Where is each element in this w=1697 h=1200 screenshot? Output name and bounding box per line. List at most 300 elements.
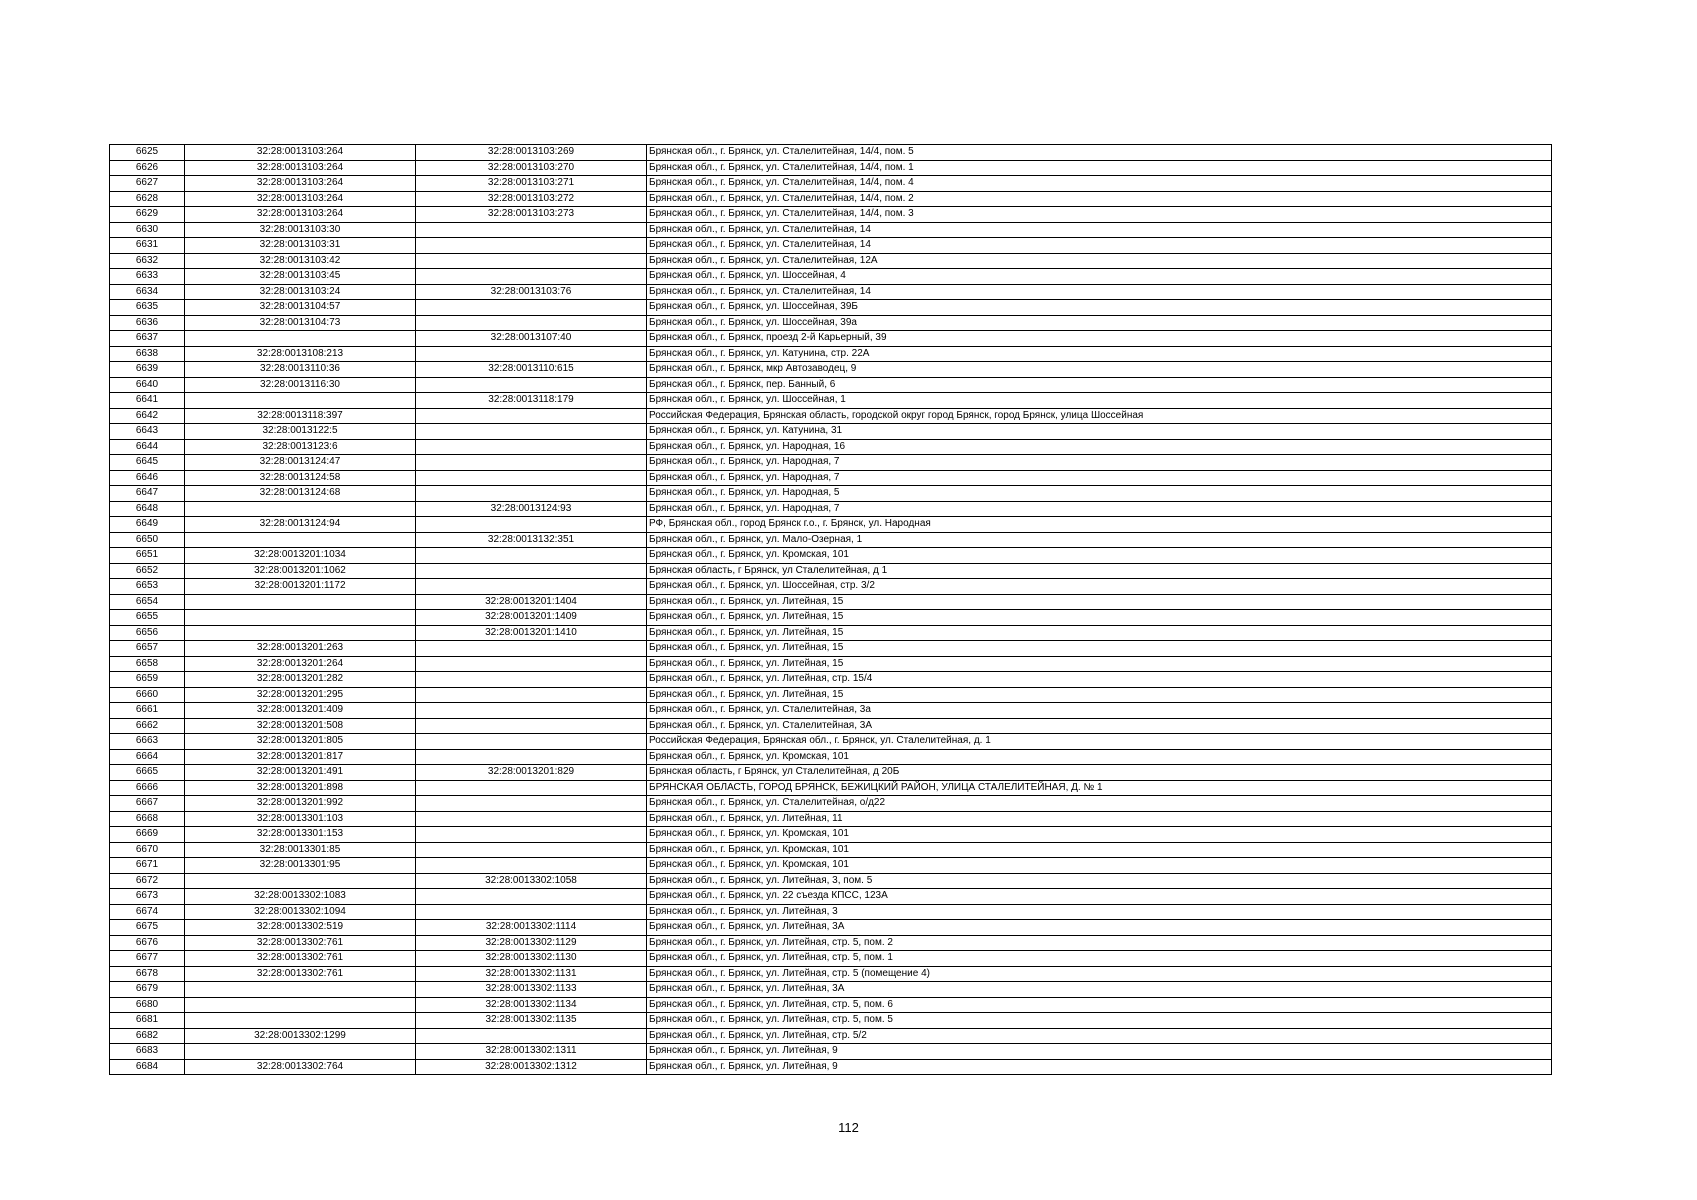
row-number: 6669 xyxy=(110,827,185,843)
cadastral-number-parcel: 32:28:0013103:42 xyxy=(185,253,416,269)
cadastral-number-parcel xyxy=(185,610,416,626)
cadastral-number-parcel xyxy=(185,393,416,409)
address-cell: Брянская обл., г. Брянск, ул. Литейная, 15 xyxy=(647,656,1552,672)
table-row xyxy=(110,501,1552,517)
cadastral-number-object xyxy=(416,687,647,703)
row-number: 6666 xyxy=(110,780,185,796)
cadastral-number-object xyxy=(416,703,647,719)
row-number: 6665 xyxy=(110,765,185,781)
row-number: 6684 xyxy=(110,1059,185,1075)
cadastral-number-parcel: 32:28:0013201:491 xyxy=(185,765,416,781)
table-row xyxy=(110,563,1552,579)
row-number: 6652 xyxy=(110,563,185,579)
address-cell: Брянская обл., г. Брянск, ул. Народная, 7 xyxy=(647,501,1552,517)
cadastral-number-parcel: 32:28:0013201:263 xyxy=(185,641,416,657)
row-number: 6677 xyxy=(110,951,185,967)
table-row xyxy=(110,300,1552,316)
address-cell: Брянская обл., г. Брянск, ул. Кромская, 101 xyxy=(647,858,1552,874)
table-row xyxy=(110,238,1552,254)
table-row xyxy=(110,966,1552,982)
address-cell: Брянская обл., г. Брянск, ул. Литейная, стр. 5, пом. 2 xyxy=(647,935,1552,951)
cadastral-number-object xyxy=(416,238,647,254)
row-number: 6658 xyxy=(110,656,185,672)
cadastral-number-object xyxy=(416,424,647,440)
cadastral-number-parcel: 32:28:0013110:36 xyxy=(185,362,416,378)
address-cell: Брянская обл., г. Брянск, ул. 22 съезда КПСС, 123А xyxy=(647,889,1552,905)
row-number: 6650 xyxy=(110,532,185,548)
table-row xyxy=(110,207,1552,223)
cadastral-number-object xyxy=(416,315,647,331)
row-number: 6682 xyxy=(110,1028,185,1044)
address-cell: Брянская обл., г. Брянск, ул. Сталелитейная, о/д22 xyxy=(647,796,1552,812)
table-row xyxy=(110,703,1552,719)
address-cell: Брянская обл., г. Брянск, ул. Мало-Озерная, 1 xyxy=(647,532,1552,548)
table-row xyxy=(110,796,1552,812)
table-row xyxy=(110,811,1552,827)
cadastral-number-parcel: 32:28:0013103:45 xyxy=(185,269,416,285)
table-row xyxy=(110,331,1552,347)
row-number: 6679 xyxy=(110,982,185,998)
address-cell: Брянская обл., г. Брянск, ул. Литейная, 15 xyxy=(647,625,1552,641)
cadastral-number-parcel: 32:28:0013103:30 xyxy=(185,222,416,238)
row-number: 6648 xyxy=(110,501,185,517)
row-number: 6675 xyxy=(110,920,185,936)
cadastral-number-object: 32:28:0013302:1133 xyxy=(416,982,647,998)
row-number: 6637 xyxy=(110,331,185,347)
address-cell: Брянская обл., г. Брянск, ул. Литейная, стр. 5, пом. 6 xyxy=(647,997,1552,1013)
table-row xyxy=(110,920,1552,936)
address-cell: Брянская обл., г. Брянск, ул. Литейная, 3А xyxy=(647,982,1552,998)
address-cell: Брянская обл., г. Брянск, ул. Кромская, 101 xyxy=(647,842,1552,858)
address-cell: Брянская обл., г. Брянск, ул. Народная, 7 xyxy=(647,455,1552,471)
address-cell: Брянская обл., г. Брянск, ул. Сталелитейная, 14/4, пом. 3 xyxy=(647,207,1552,223)
table-row xyxy=(110,1044,1552,1060)
address-cell: Брянская обл., г. Брянск, ул. Литейная, 15 xyxy=(647,610,1552,626)
address-cell: Брянская обл., г. Брянск, ул. Сталелитейная, 14/4, пом. 5 xyxy=(647,145,1552,161)
row-number: 6671 xyxy=(110,858,185,874)
cadastral-number-object xyxy=(416,889,647,905)
table-row xyxy=(110,687,1552,703)
cadastral-number-parcel: 32:28:0013201:898 xyxy=(185,780,416,796)
table-row xyxy=(110,889,1552,905)
row-number: 6674 xyxy=(110,904,185,920)
row-number: 6632 xyxy=(110,253,185,269)
row-number: 6660 xyxy=(110,687,185,703)
cadastral-number-parcel: 32:28:0013201:1172 xyxy=(185,579,416,595)
table-row xyxy=(110,408,1552,424)
cadastral-number-parcel: 32:28:0013302:1299 xyxy=(185,1028,416,1044)
cadastral-number-object xyxy=(416,780,647,796)
cadastral-number-object xyxy=(416,222,647,238)
table-row xyxy=(110,594,1552,610)
address-cell: Брянская обл., г. Брянск, ул. Литейная, стр. 5, пом. 1 xyxy=(647,951,1552,967)
address-cell: Брянская обл., г. Брянск, ул. Литейная, 9 xyxy=(647,1059,1552,1075)
cadastral-number-parcel xyxy=(185,1013,416,1029)
address-cell: Брянская обл., г. Брянск, ул. Шоссейная, 4 xyxy=(647,269,1552,285)
address-cell: Брянская обл., г. Брянск, проезд 2-й Карьерный, 39 xyxy=(647,331,1552,347)
row-number: 6640 xyxy=(110,377,185,393)
cadastral-number-object xyxy=(416,377,647,393)
cadastral-number-object xyxy=(416,269,647,285)
address-cell: Брянская обл., г. Брянск, мкр Автозаводец, 9 xyxy=(647,362,1552,378)
table-row xyxy=(110,982,1552,998)
address-cell: Брянская обл., г. Брянск, пер. Банный, 6 xyxy=(647,377,1552,393)
table-row xyxy=(110,455,1552,471)
cadastral-number-object xyxy=(416,439,647,455)
cadastral-number-parcel xyxy=(185,594,416,610)
table-row xyxy=(110,842,1552,858)
row-number: 6642 xyxy=(110,408,185,424)
row-number: 6625 xyxy=(110,145,185,161)
row-number: 6626 xyxy=(110,160,185,176)
cadastral-number-object xyxy=(416,346,647,362)
table-row xyxy=(110,951,1552,967)
row-number: 6657 xyxy=(110,641,185,657)
cadastral-number-object: 32:28:0013103:272 xyxy=(416,191,647,207)
cadastral-number-object: 32:28:0013103:271 xyxy=(416,176,647,192)
cadastral-number-parcel: 32:28:0013301:85 xyxy=(185,842,416,858)
cadastral-number-object xyxy=(416,470,647,486)
table-row xyxy=(110,253,1552,269)
cadastral-number-parcel: 32:28:0013302:519 xyxy=(185,920,416,936)
cadastral-number-parcel: 32:28:0013201:992 xyxy=(185,796,416,812)
address-cell: Брянская обл., г. Брянск, ул. Литейная, стр. 15/4 xyxy=(647,672,1552,688)
address-cell: Брянская обл., г. Брянск, ул. Сталелитейная, 12А xyxy=(647,253,1552,269)
table-row xyxy=(110,1028,1552,1044)
cadastral-number-object xyxy=(416,718,647,734)
table-body xyxy=(110,145,1552,1075)
table-row xyxy=(110,718,1552,734)
row-number: 6683 xyxy=(110,1044,185,1060)
table-row xyxy=(110,625,1552,641)
row-number: 6628 xyxy=(110,191,185,207)
cadastral-number-object: 32:28:0013201:1410 xyxy=(416,625,647,641)
address-cell: Брянская обл., г. Брянск, ул. Литейная, 15 xyxy=(647,687,1552,703)
address-cell: Брянская обл., г. Брянск, ул. Литейная, стр. 5/2 xyxy=(647,1028,1552,1044)
cadastral-number-object xyxy=(416,827,647,843)
row-number: 6676 xyxy=(110,935,185,951)
address-cell: Брянская обл., г. Брянск, ул. Сталелитейная, 14/4, пом. 2 xyxy=(647,191,1552,207)
table-row xyxy=(110,1059,1552,1075)
address-cell: Брянская обл., г. Брянск, ул. Литейная, 3А xyxy=(647,920,1552,936)
address-cell: Брянская обл., г. Брянск, ул. Народная, 7 xyxy=(647,470,1552,486)
address-cell: Брянская обл., г. Брянск, ул. Шоссейная, 39Б xyxy=(647,300,1552,316)
cadastral-number-parcel: 32:28:0013201:282 xyxy=(185,672,416,688)
address-cell: Брянская обл., г. Брянск, ул. Шоссейная, 1 xyxy=(647,393,1552,409)
row-number: 6649 xyxy=(110,517,185,533)
cadastral-number-object xyxy=(416,563,647,579)
row-number: 6678 xyxy=(110,966,185,982)
table-row xyxy=(110,176,1552,192)
cadastral-number-parcel: 32:28:0013118:397 xyxy=(185,408,416,424)
address-cell: Брянская обл., г. Брянск, ул. Кромская, 101 xyxy=(647,749,1552,765)
table-row xyxy=(110,904,1552,920)
table-row xyxy=(110,873,1552,889)
address-cell: Брянская обл., г. Брянск, ул. Шоссейная, 39а xyxy=(647,315,1552,331)
cadastral-number-parcel: 32:28:0013301:153 xyxy=(185,827,416,843)
table-row xyxy=(110,532,1552,548)
table-row xyxy=(110,827,1552,843)
address-cell: Брянская обл., г. Брянск, ул. Литейная, 3 xyxy=(647,904,1552,920)
cadastral-number-parcel: 32:28:0013301:103 xyxy=(185,811,416,827)
row-number: 6629 xyxy=(110,207,185,223)
cadastral-number-object xyxy=(416,842,647,858)
table-row xyxy=(110,749,1552,765)
row-number: 6670 xyxy=(110,842,185,858)
address-cell: Брянская обл., г. Брянск, ул. Сталелитейная, 3А xyxy=(647,718,1552,734)
row-number: 6663 xyxy=(110,734,185,750)
table-row xyxy=(110,486,1552,502)
cadastral-number-object xyxy=(416,904,647,920)
page-number: 112 xyxy=(838,1120,859,1135)
cadastral-number-parcel: 32:28:0013201:264 xyxy=(185,656,416,672)
row-number: 6647 xyxy=(110,486,185,502)
address-cell: Российская Федерация, Брянская область, городской округ город Брянск, город Брянск, улица Шоссейная xyxy=(647,408,1552,424)
cadastral-number-object xyxy=(416,455,647,471)
cadastral-number-object xyxy=(416,548,647,564)
address-cell: Брянская обл., г. Брянск, ул. Кромская, 101 xyxy=(647,827,1552,843)
address-cell: Брянская обл., г. Брянск, ул. Народная, 5 xyxy=(647,486,1552,502)
table-row xyxy=(110,284,1552,300)
cadastral-number-parcel: 32:28:0013302:1083 xyxy=(185,889,416,905)
address-cell: Брянская обл., г. Брянск, ул. Литейная, 3, пом. 5 xyxy=(647,873,1552,889)
row-number: 6641 xyxy=(110,393,185,409)
cadastral-number-object xyxy=(416,517,647,533)
table-row xyxy=(110,191,1552,207)
address-cell: Брянская обл., г. Брянск, ул. Литейная, 15 xyxy=(647,594,1552,610)
cadastral-number-object: 32:28:0013201:1404 xyxy=(416,594,647,610)
cadastral-number-object xyxy=(416,579,647,595)
cadastral-number-parcel xyxy=(185,873,416,889)
cadastral-number-object xyxy=(416,734,647,750)
cadastral-number-parcel: 32:28:0013201:409 xyxy=(185,703,416,719)
address-cell: Брянская обл., г. Брянск, ул. Катунина, 31 xyxy=(647,424,1552,440)
cadastral-number-object: 32:28:0013124:93 xyxy=(416,501,647,517)
cadastral-number-object: 32:28:0013302:1135 xyxy=(416,1013,647,1029)
row-number: 6630 xyxy=(110,222,185,238)
cadastral-number-object: 32:28:0013132:351 xyxy=(416,532,647,548)
cadastral-number-object: 32:28:0013302:1114 xyxy=(416,920,647,936)
row-number: 6654 xyxy=(110,594,185,610)
address-cell: Брянская обл., г. Брянск, ул. Сталелитейная, 14 xyxy=(647,284,1552,300)
cadastral-number-object: 32:28:0013118:179 xyxy=(416,393,647,409)
table-row xyxy=(110,222,1552,238)
table-row xyxy=(110,517,1552,533)
cadastral-number-parcel: 32:28:0013201:817 xyxy=(185,749,416,765)
table-row xyxy=(110,362,1552,378)
cadastral-number-parcel: 32:28:0013116:30 xyxy=(185,377,416,393)
row-number: 6645 xyxy=(110,455,185,471)
row-number: 6635 xyxy=(110,300,185,316)
cadastral-number-parcel xyxy=(185,997,416,1013)
row-number: 6681 xyxy=(110,1013,185,1029)
address-cell: Брянская обл., г. Брянск, ул. Сталелитейная, 14/4, пом. 4 xyxy=(647,176,1552,192)
cadastral-number-parcel: 32:28:0013124:47 xyxy=(185,455,416,471)
cadastral-number-object xyxy=(416,749,647,765)
row-number: 6667 xyxy=(110,796,185,812)
row-number: 6656 xyxy=(110,625,185,641)
cadastral-number-object: 32:28:0013302:1131 xyxy=(416,966,647,982)
cadastral-number-object: 32:28:0013302:1312 xyxy=(416,1059,647,1075)
cadastral-number-object: 32:28:0013201:829 xyxy=(416,765,647,781)
cadastral-number-parcel: 32:28:0013103:24 xyxy=(185,284,416,300)
cadastral-number-object: 32:28:0013103:269 xyxy=(416,145,647,161)
cadastral-number-parcel: 32:28:0013108:213 xyxy=(185,346,416,362)
row-number: 6644 xyxy=(110,439,185,455)
cadastral-number-object xyxy=(416,1028,647,1044)
cadastral-number-parcel: 32:28:0013103:264 xyxy=(185,191,416,207)
cadastral-number-parcel: 32:28:0013302:761 xyxy=(185,935,416,951)
cadastral-number-object xyxy=(416,796,647,812)
table-row xyxy=(110,424,1552,440)
row-number: 6639 xyxy=(110,362,185,378)
row-number: 6655 xyxy=(110,610,185,626)
row-number: 6673 xyxy=(110,889,185,905)
table-row xyxy=(110,672,1552,688)
cadastral-number-parcel: 32:28:0013301:95 xyxy=(185,858,416,874)
cadastral-number-parcel: 32:28:0013103:31 xyxy=(185,238,416,254)
cadastral-number-parcel: 32:28:0013201:1062 xyxy=(185,563,416,579)
cadastral-number-object: 32:28:0013302:1130 xyxy=(416,951,647,967)
cadastral-number-parcel: 32:28:0013302:761 xyxy=(185,966,416,982)
address-cell: Брянская обл., г. Брянск, ул. Кромская, 101 xyxy=(647,548,1552,564)
address-cell: БРЯНСКАЯ ОБЛАСТЬ, ГОРОД БРЯНСК, БЕЖИЦКИЙ РАЙОН, УЛИЦА СТАЛЕЛИТЕЙНАЯ, Д. № 1 xyxy=(647,780,1552,796)
cadastral-number-parcel xyxy=(185,625,416,641)
cadastral-number-parcel xyxy=(185,982,416,998)
table-row xyxy=(110,579,1552,595)
table-row xyxy=(110,393,1552,409)
address-cell: Брянская область, г Брянск, ул Сталелитейная, д 1 xyxy=(647,563,1552,579)
address-cell: Брянская обл., г. Брянск, ул. Литейная, 11 xyxy=(647,811,1552,827)
cadastral-number-object: 32:28:0013302:1058 xyxy=(416,873,647,889)
row-number: 6643 xyxy=(110,424,185,440)
cadastral-number-parcel: 32:28:0013302:761 xyxy=(185,951,416,967)
cadastral-number-parcel: 32:28:0013103:264 xyxy=(185,207,416,223)
address-cell: Российская Федерация, Брянская обл., г. Брянск, ул. Сталелитейная, д. 1 xyxy=(647,734,1552,750)
table-row xyxy=(110,610,1552,626)
cadastral-number-object: 32:28:0013302:1311 xyxy=(416,1044,647,1060)
table-row xyxy=(110,858,1552,874)
table-row xyxy=(110,470,1552,486)
row-number: 6633 xyxy=(110,269,185,285)
row-number: 6659 xyxy=(110,672,185,688)
cadastral-number-parcel xyxy=(185,532,416,548)
cadastral-number-parcel: 32:28:0013201:295 xyxy=(185,687,416,703)
table-row xyxy=(110,641,1552,657)
row-number: 6636 xyxy=(110,315,185,331)
address-cell: Брянская обл., г. Брянск, ул. Литейная, 15 xyxy=(647,641,1552,657)
table-row xyxy=(110,1013,1552,1029)
cadastral-number-object: 32:28:0013302:1134 xyxy=(416,997,647,1013)
cadastral-number-parcel: 32:28:0013124:58 xyxy=(185,470,416,486)
cadastral-number-parcel: 32:28:0013124:94 xyxy=(185,517,416,533)
cadastral-number-object: 32:28:0013103:273 xyxy=(416,207,647,223)
address-cell: Брянская область, г Брянск, ул Сталелитейная, д 20Б xyxy=(647,765,1552,781)
row-number: 6653 xyxy=(110,579,185,595)
cadastral-number-object xyxy=(416,486,647,502)
cadastral-number-parcel: 32:28:0013103:264 xyxy=(185,160,416,176)
address-cell: Брянская обл., г. Брянск, ул. Литейная, 9 xyxy=(647,1044,1552,1060)
table-row xyxy=(110,656,1552,672)
cadastral-number-object: 32:28:0013103:76 xyxy=(416,284,647,300)
cadastral-number-parcel: 32:28:0013201:508 xyxy=(185,718,416,734)
address-cell: Брянская обл., г. Брянск, ул. Катунина, стр. 22А xyxy=(647,346,1552,362)
cadastral-number-parcel: 32:28:0013124:68 xyxy=(185,486,416,502)
cadastral-number-object xyxy=(416,408,647,424)
row-number: 6662 xyxy=(110,718,185,734)
row-number: 6631 xyxy=(110,238,185,254)
cadastral-number-parcel: 32:28:0013103:264 xyxy=(185,145,416,161)
table-row xyxy=(110,765,1552,781)
address-cell: Брянская обл., г. Брянск, ул. Шоссейная, стр. 3/2 xyxy=(647,579,1552,595)
cadastral-number-parcel: 32:28:0013201:1034 xyxy=(185,548,416,564)
cadastral-number-object: 32:28:0013201:1409 xyxy=(416,610,647,626)
cadastral-number-object xyxy=(416,253,647,269)
address-cell: Брянская обл., г. Брянск, ул. Сталелитейная, 14/4, пом. 1 xyxy=(647,160,1552,176)
cadastral-number-parcel: 32:28:0013103:264 xyxy=(185,176,416,192)
table-row xyxy=(110,548,1552,564)
row-number: 6672 xyxy=(110,873,185,889)
cadastral-number-parcel: 32:28:0013104:57 xyxy=(185,300,416,316)
cadastral-number-parcel: 32:28:0013201:805 xyxy=(185,734,416,750)
row-number: 6634 xyxy=(110,284,185,300)
cadastral-number-object: 32:28:0013103:270 xyxy=(416,160,647,176)
table-row xyxy=(110,346,1552,362)
registry-table xyxy=(109,144,1552,1075)
address-cell: Брянская обл., г. Брянск, ул. Литейная, стр. 5 (помещение 4) xyxy=(647,966,1552,982)
row-number: 6668 xyxy=(110,811,185,827)
address-cell: Брянская обл., г. Брянск, ул. Литейная, стр. 5, пом. 5 xyxy=(647,1013,1552,1029)
table-row xyxy=(110,935,1552,951)
cadastral-number-parcel xyxy=(185,1044,416,1060)
address-cell: Брянская обл., г. Брянск, ул. Сталелитейная, 14 xyxy=(647,222,1552,238)
cadastral-number-object xyxy=(416,641,647,657)
cadastral-number-parcel xyxy=(185,501,416,517)
address-cell: РФ, Брянская обл., город Брянск г.о., г. Брянск, ул. Народная xyxy=(647,517,1552,533)
cadastral-number-object: 32:28:0013107:40 xyxy=(416,331,647,347)
cadastral-number-object xyxy=(416,300,647,316)
table-row xyxy=(110,997,1552,1013)
cadastral-number-parcel: 32:28:0013122:5 xyxy=(185,424,416,440)
table-row xyxy=(110,145,1552,161)
row-number: 6680 xyxy=(110,997,185,1013)
row-number: 6661 xyxy=(110,703,185,719)
cadastral-number-parcel: 32:28:0013123:6 xyxy=(185,439,416,455)
cadastral-number-parcel xyxy=(185,331,416,347)
address-cell: Брянская обл., г. Брянск, ул. Сталелитейная, 14 xyxy=(647,238,1552,254)
row-number: 6646 xyxy=(110,470,185,486)
cadastral-number-parcel: 32:28:0013302:764 xyxy=(185,1059,416,1075)
table-row xyxy=(110,160,1552,176)
cadastral-number-object: 32:28:0013110:615 xyxy=(416,362,647,378)
row-number: 6664 xyxy=(110,749,185,765)
cadastral-number-object: 32:28:0013302:1129 xyxy=(416,935,647,951)
cadastral-number-parcel: 32:28:0013302:1094 xyxy=(185,904,416,920)
table-row xyxy=(110,315,1552,331)
cadastral-number-parcel: 32:28:0013104:73 xyxy=(185,315,416,331)
table-row xyxy=(110,269,1552,285)
cadastral-number-object xyxy=(416,811,647,827)
cadastral-number-object xyxy=(416,656,647,672)
table-row xyxy=(110,439,1552,455)
address-cell: Брянская обл., г. Брянск, ул. Сталелитейная, 3а xyxy=(647,703,1552,719)
row-number: 6638 xyxy=(110,346,185,362)
address-cell: Брянская обл., г. Брянск, ул. Народная, 16 xyxy=(647,439,1552,455)
cadastral-number-object xyxy=(416,858,647,874)
row-number: 6627 xyxy=(110,176,185,192)
table-row xyxy=(110,780,1552,796)
cadastral-number-object xyxy=(416,672,647,688)
